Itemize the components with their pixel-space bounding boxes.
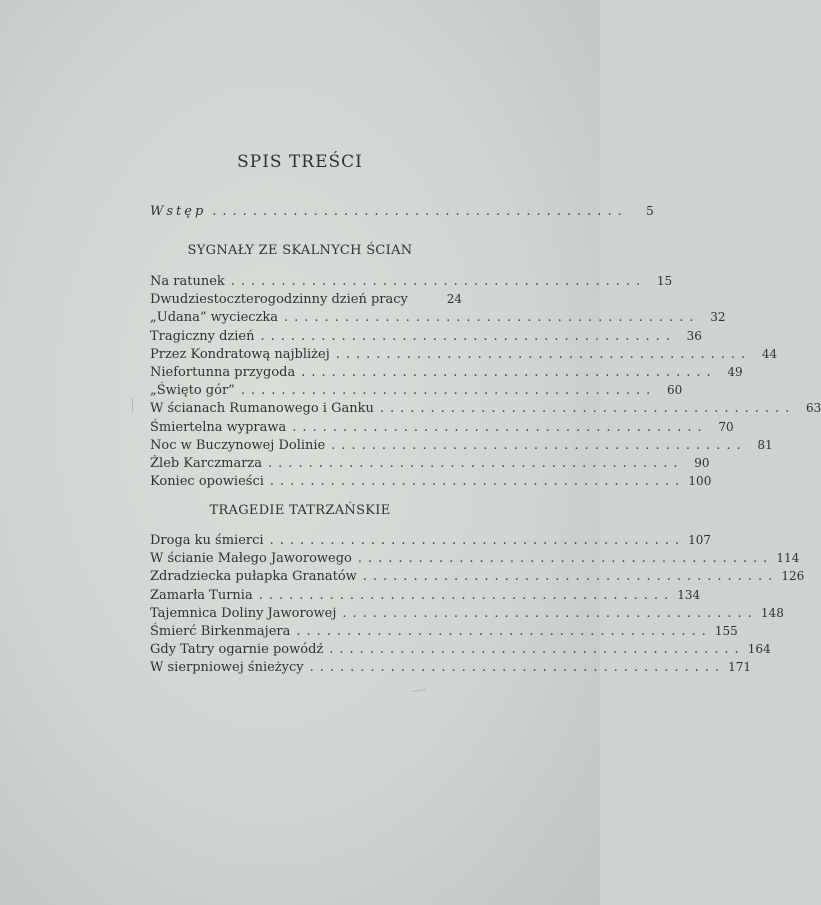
dot-leader: ......................................... — [335, 346, 752, 362]
toc-entry — [150, 292, 462, 310]
page-number: 44 — [761, 346, 778, 361]
dot-leader: ......................................... — [342, 605, 758, 621]
page-number: 148 — [760, 605, 784, 620]
entry-label: Niefortunna przygoda — [150, 364, 296, 380]
entry-label: W sierpniowej śnieżycy — [150, 660, 304, 676]
toc-entry — [150, 364, 743, 383]
toc-entry — [150, 328, 702, 347]
dot-leader: ......................................... — [269, 533, 685, 548]
entry-label: Koniec opowieści — [150, 474, 264, 490]
page-number: 5 — [646, 204, 654, 218]
entry-label: Tragiczny dzień — [150, 328, 255, 344]
dot-leader: ......................................... — [357, 551, 774, 567]
toc-entry — [150, 274, 673, 292]
page-number: 60 — [666, 383, 683, 398]
paper-scratch — [412, 689, 426, 692]
page-number: 24 — [446, 292, 462, 307]
entry-label: W ścianie Małego Jaworowego — [150, 551, 352, 567]
entry-label: Gdy Tatry ogarnie powódź — [150, 642, 324, 658]
paper-scratch — [132, 398, 133, 412]
entry-label: Zdradziecka pułapka Granatów — [150, 569, 357, 585]
dot-leader: ......................................... — [292, 419, 708, 435]
page-number: 134 — [677, 587, 701, 602]
page-number: 114 — [776, 551, 800, 566]
entry-label: „Święto gór” — [150, 383, 235, 399]
entry-label: Droga ku śmierci — [150, 533, 264, 548]
dot-leader: ......................................... — [212, 204, 628, 219]
toc-entry — [150, 310, 726, 328]
page-number: 15 — [656, 274, 673, 288]
entry-label: „Udana” wycieczka — [150, 310, 279, 326]
entry-label: Tajemnica Doliny Jaworowej — [150, 605, 337, 621]
page-number: 164 — [747, 642, 771, 657]
section-title-sygnaly: SYGNAŁY ZE SKALNYCH ŚCIAN — [187, 243, 413, 258]
toc-entry — [150, 569, 805, 587]
entry-label: Na ratunek — [150, 274, 225, 289]
page-number: 171 — [728, 660, 752, 675]
toc-entry — [150, 605, 784, 624]
dot-leader: ......................................... — [331, 437, 747, 453]
toc-entry — [150, 660, 752, 678]
page-number: 90 — [694, 455, 710, 470]
entry-label: Dwudziestoczterogodzinny dzień pracy — [150, 292, 408, 308]
toc-entry — [150, 419, 734, 438]
section-title-tragedie: TRAGEDIE TATRZAŃSKIE — [209, 503, 391, 518]
page-number: 36 — [686, 328, 702, 343]
entry-label: Wstęp — [150, 204, 207, 219]
page-number: 100 — [688, 474, 712, 489]
entry-label: Przez Kondratową najbliżej — [150, 346, 330, 362]
dot-leader: ......................................... — [309, 660, 726, 676]
toc-entry — [150, 401, 821, 419]
page-number: 107 — [688, 533, 711, 547]
page-number: 155 — [714, 623, 738, 638]
dot-leader: ......................................... — [379, 401, 796, 417]
dot-leader: ......................................... — [296, 623, 712, 639]
page-number: 126 — [781, 569, 805, 584]
toc-entry — [150, 437, 773, 456]
entry-label: W ścianach Rumanowego i Ganku — [150, 401, 374, 417]
toc-entry — [150, 623, 738, 642]
toc-entry — [150, 551, 800, 569]
toc-intro-entry — [150, 204, 654, 219]
page-number: 70 — [718, 419, 734, 434]
page-number: 63 — [806, 401, 821, 416]
section-list-tragedie — [150, 533, 805, 679]
toc-entry — [150, 383, 683, 401]
entry-label: Zamarła Turnia — [150, 587, 253, 603]
toc-entry — [150, 474, 712, 492]
page-number: 32 — [710, 310, 726, 325]
entry-label: Śmierć Birkenmajera — [150, 623, 291, 639]
dot-leader: ......................................... — [230, 274, 647, 289]
entry-label: Śmiertelna wyprawa — [150, 419, 287, 435]
toc-entry — [150, 587, 701, 606]
dot-leader: ......................................... — [268, 455, 684, 471]
entry-label: Żleb Karczmarza — [150, 455, 263, 471]
dot-leader: ......................................... — [329, 642, 745, 658]
dot-leader: ......................................... — [269, 474, 686, 490]
toc-entry — [150, 642, 771, 660]
page-number: 49 — [727, 364, 743, 379]
page-number: 81 — [757, 437, 773, 452]
page-title: SPIS TREŚCI — [237, 152, 363, 172]
dot-leader: ......................................... — [284, 310, 700, 326]
dot-leader: ......................................... — [240, 383, 657, 399]
dot-leader: ......................................... — [301, 364, 717, 380]
toc-entry — [150, 533, 711, 551]
dot-leader: ......................................... — [258, 587, 675, 603]
entry-label: Noc w Buczynowej Dolinie — [150, 437, 326, 453]
dot-leader: ......................................... — [362, 569, 779, 585]
section-list-sygnaly — [150, 274, 821, 492]
toc-entry — [150, 346, 778, 365]
toc-entry — [150, 455, 710, 474]
dot-leader: ......................................... — [260, 328, 676, 344]
